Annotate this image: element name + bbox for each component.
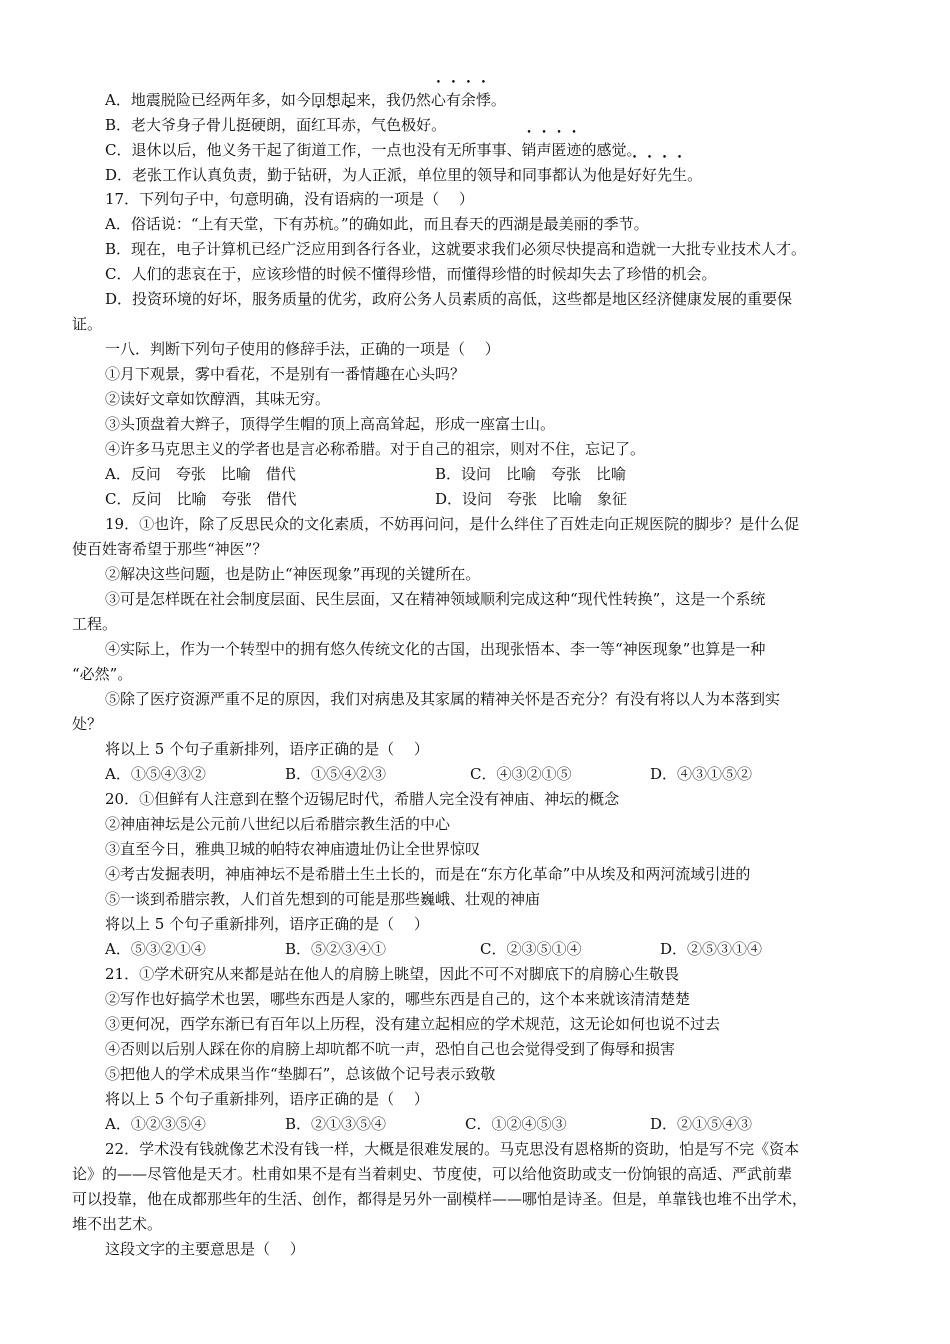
- q20-option-a: A．⑤③②①④: [105, 940, 206, 958]
- q18-option-c: C．反问 比喻 夸张 借代: [105, 490, 297, 508]
- q18-sentence-1: ①月下观景，雾中看花，不是别有一番情趣在心头吗？: [105, 365, 466, 383]
- q21-question: 将以上 5 个句子重新排列，语序正确的是（ ）: [105, 1090, 429, 1108]
- q16-option-b: [105, 115, 446, 135]
- q20-sentence-1: 20．①但鲜有人注意到在整个迈锡尼时代，希腊人完全没有神庙、神坛的概念: [105, 790, 620, 808]
- emphasis-char: 好: [627, 166, 643, 184]
- q20-sentence-4: ④考古发掘表明，神庙神坛不是希腊土生土长的，而是在“东方化革命”中从埃及和两河流域引进的: [105, 865, 751, 883]
- q18-stem: 一八．判断下列句子使用的修辞手法，正确的一项是（ ）: [105, 340, 500, 358]
- emphasis-char: 红: [311, 116, 327, 134]
- q19-option-b: B．①⑤④②③: [285, 765, 387, 783]
- q19-option-c: C．④③②①⑤: [470, 765, 572, 783]
- emphasis-char: 销: [521, 141, 537, 159]
- q20-sentence-5: ⑤一谈到希腊宗教，人们首先想到的可能是那些巍峨、壮观的神庙: [105, 890, 541, 908]
- q16-d-tail: 。: [687, 166, 703, 184]
- q17-option-b: B．现在，电子计算机已经广泛应用到各行各业，这就要求我们必须尽快提高和造就一大批专业技术人才。: [105, 240, 807, 258]
- emphasis-char: 先: [657, 166, 673, 184]
- emphasis-char: 好: [642, 166, 658, 184]
- q22-passage-line-1: 22．学术没有钱就像艺术没有钱一样，大概是很难发展的。马克思没有恩格斯的资助，怕是写不完《资本: [105, 1140, 800, 1158]
- q20-option-b: B．⑤②③④①: [285, 940, 387, 958]
- q18-option-d: D．设问 夸张 比喻 象征: [435, 490, 628, 508]
- emphasis-char: 余: [460, 91, 476, 109]
- q20-sentence-3: ③直至今日，雅典卫城的帕特农神庙遗址仍让全世界惊叹: [105, 840, 481, 858]
- emphasis-char: 声: [536, 141, 552, 159]
- q16-b-tail: ，气色极好。: [356, 116, 447, 134]
- q20-option-d: D．②⑤③①④: [660, 940, 763, 958]
- q17-option-a: A．俗话说：“上有天堂，下有苏杭。”的确如此，而且春天的西湖是最美丽的季节。: [105, 215, 649, 233]
- q16-b-text: B．老大爷身子骨儿挺硬朗，面: [105, 116, 312, 134]
- q21-sentence-3: ③更何况，西学东渐已有百年以上历程，没有建立起相应的学术规范，这无论如何也说不过去: [105, 1015, 721, 1033]
- q21-sentence-2: ②写作也好搞学术也罢，哪些东西是人家的，哪些东西是自己的，这个本来就该清清楚楚: [105, 990, 691, 1008]
- q20-option-c: C．②③⑤①④: [480, 940, 582, 958]
- q17-stem: 17．下列句子中，句意明确，没有语病的一项是（ ）: [105, 190, 474, 208]
- q16-a-tail: 。: [490, 91, 506, 109]
- q21-option-a: A．①②③⑤④: [105, 1115, 206, 1133]
- q19-sentence-1-cont: 使百姓寄希望于那些“神医”？: [72, 540, 268, 558]
- q18-sentence-2: ②读好文章如饮醇酒，其味无穷。: [105, 390, 331, 408]
- q19-sentence-5: ⑤除了医疗资源严重不足的原因，我们对病患及其家属的精神关怀是否充分？有没有将以人为本落到实: [105, 690, 781, 708]
- q18-sentence-4: ④许多马克思主义的学者也是言必称希腊。对于自己的祖宗，则对不住，忘记了。: [105, 440, 646, 458]
- q16-c-text: C．退休以后，他义务干起了街道工作，一点也没有无所事事、: [105, 141, 522, 159]
- q21-sentence-4: ④否则以后别人踩在你的肩膀上却吭都不吭一声，恐怕自己也会觉得受到了侮辱和损害: [105, 1040, 676, 1058]
- q19-sentence-5-cont: 处？: [72, 715, 103, 733]
- q20-sentence-2: ②神庙神坛是公元前八世纪以后希腊宗教生活的中心: [105, 815, 451, 833]
- emphasis-char: 生: [672, 166, 688, 184]
- q21-sentence-1: 21．①学术研究从来都是站在他人的肩膀上眺望，因此不可不对脚底下的肩膀心生敬畏: [105, 965, 680, 983]
- q19-sentence-4-cont: “必然”。: [72, 665, 133, 683]
- q21-sentence-5: ⑤把他人的学术成果当作“垫脚石”，总该做个记号表示致敬: [105, 1065, 496, 1083]
- emphasis-char: 耳: [326, 116, 342, 134]
- q19-option-d: D．④③①⑤②: [650, 765, 753, 783]
- q16-d-text: D．老张工作认真负责，勤于钻研，为人正派，单位里的领导和同事都认为他是: [105, 166, 628, 184]
- q17-option-c: C．人们的悲哀在于，应该珍惜的时候不懂得珍惜，而懂得珍惜的时候却失去了珍惜的机会。: [105, 265, 717, 283]
- q19-sentence-2: ②解决这些问题，也是防止“神医现象”再现的关键所在。: [105, 565, 481, 583]
- q18-option-b: B．设问 比喻 夸张 比喻: [435, 465, 627, 483]
- q21-option-c: C．①②④⑤③: [465, 1115, 567, 1133]
- q21-option-d: D．②①⑤④③: [650, 1115, 753, 1133]
- q19-sentence-4: ④实际上，作为一个转型中的拥有悠久传统文化的古国，出现张悟本、李一等“神医现象”也算是一种: [105, 640, 766, 658]
- q16-c-tail: 的感觉。: [581, 141, 642, 159]
- emphasis-char: 心: [430, 91, 446, 109]
- q22-passage-line-3: 可以投靠，他在成都那些年的生活、创作，都得是另外一副模样——哪怕是诗圣。但是，单靠钱也堆不出学术，: [72, 1190, 808, 1208]
- emphasis-char: 有: [445, 91, 461, 109]
- q17-option-d: D．投资环境的好坏，服务质量的优劣，政府公务人员素质的高低，这些都是地区经济健康发展的重要保: [105, 290, 793, 308]
- q20-question: 将以上 5 个句子重新排列，语序正确的是（ ）: [105, 915, 429, 933]
- q19-question: 将以上 5 个句子重新排列，语序正确的是（ ）: [105, 740, 429, 758]
- q22-passage-line-2: 论》的——尽管他是天才。杜甫如果不是有当着刺史、节度使，可以给他资助或支一份饷银的高适、严武前辈: [72, 1165, 793, 1183]
- emphasis-char: 赤: [341, 116, 357, 134]
- q22-passage-line-4: 堆不出艺术。: [72, 1215, 163, 1233]
- q21-option-b: B．②①③⑤④: [285, 1115, 387, 1133]
- q18-option-a: A．反问 夸张 比喻 借代: [105, 465, 296, 483]
- emphasis-char: 匿: [551, 141, 567, 159]
- q16-option-c: [105, 140, 642, 160]
- q16-option-a: [105, 90, 506, 110]
- emphasis-char: 迹: [566, 141, 582, 159]
- emphasis-char: 悸: [475, 91, 491, 109]
- q19-sentence-3-cont: 工程。: [72, 615, 118, 633]
- q19-option-a: A．①⑤④③②: [105, 765, 206, 783]
- q17-option-d-cont: 证。: [72, 315, 103, 333]
- q19-sentence-3: ③可是怎样既在社会制度层面、民生层面，又在精神领域顺利完成这种“现代性转换”，这是一个系统: [105, 590, 766, 608]
- q19-sentence-1: 19．①也许，除了反思民众的文化素质，不妨再问问，是什么绊住了百姓走向正规医院的脚步？是什么促: [105, 515, 800, 533]
- q16-option-d: [105, 165, 702, 185]
- q16-a-text: A．地震脱险已经两年多，如今回想起来，我仍然: [105, 91, 431, 109]
- q18-sentence-3: ③头顶盘着大辫子，顶得学生帽的顶上高高耸起，形成一座富士山。: [105, 415, 556, 433]
- q22-question: 这段文字的主要意思是（ ）: [105, 1240, 305, 1258]
